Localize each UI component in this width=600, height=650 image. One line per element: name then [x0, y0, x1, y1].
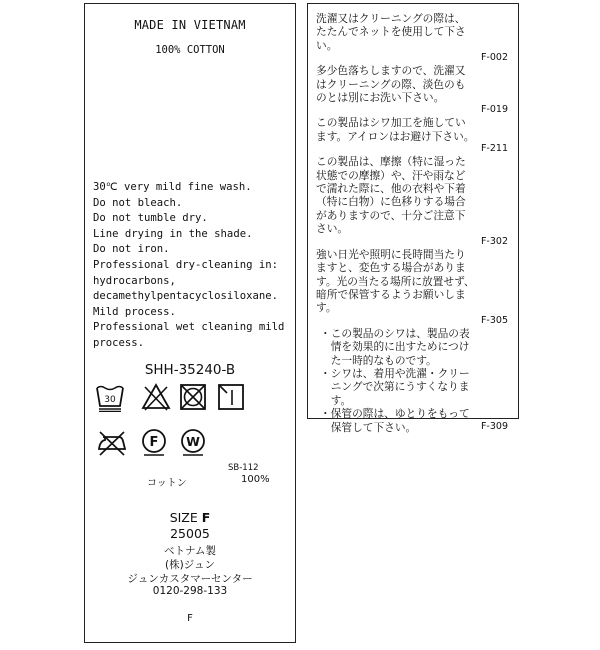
wet-clean-w-icon [178, 427, 208, 457]
fiber-name: コットン [147, 478, 187, 489]
note-code: F-019 [480, 104, 508, 116]
care-note: 強い日光や照明に長時間当たり ますと、変色する場合がありま す。光の当たる場所に放置せず、 暗所で保管するようお願いしま す。 [316, 247, 475, 315]
line-dry-shade-icon [216, 382, 246, 412]
care-line: hydrocarbons, [93, 274, 176, 287]
note-code: F-305 [480, 314, 508, 326]
no-iron-icon [97, 427, 127, 457]
sb-code: SB-112 [228, 463, 259, 473]
care-line: decamethylpentacyclosiloxane. [93, 290, 278, 303]
country-of-origin: MADE IN VIETNAM [134, 18, 246, 32]
care-line: Line drying in the shade. [93, 227, 253, 240]
fabric-composition: 100% COTTON [155, 44, 225, 56]
item-number: 25005 [170, 526, 210, 541]
wet-clean-letter: W [186, 434, 200, 449]
care-line: Professional dry-cleaning in: [93, 258, 278, 271]
note-code: F-302 [480, 235, 508, 247]
list-item: ・この製品のシワは、製品の表 情を効果的に出すためにつけ た一時的なものです。 [320, 326, 470, 367]
care-label-left [84, 3, 296, 643]
bottom-mark: F [187, 613, 193, 624]
size-line [85, 510, 295, 525]
care-note: この製品はシワ加工を施してい ます。アイロンはお避け下さい。 [316, 116, 475, 143]
care-note: 多少色落ちしますので、洗濯又 はクリーニングの際、淡色のも のとは別にお洗い下さい。 [316, 64, 466, 105]
care-note: 洗濯又はクリーニングの際は、 たたんでネットを使用して下さ い。 [316, 12, 466, 52]
list-item: ・保管の際は、ゆとりをもって 保管して下さい。 [320, 407, 470, 434]
care-line: process. [93, 336, 145, 349]
note-code: F-211 [480, 143, 508, 155]
phone-number: 0120-298-133 [152, 585, 228, 597]
care-instructions [93, 180, 293, 352]
care-note: この製品は、摩擦（特に湿った 状態での摩擦）や、汗や雨など で濡れた際に、他の衣料や下着 （特に白物）に色移りする場合 がありますので、十分ご注意下 さい。 [316, 155, 466, 236]
dry-clean-f-icon [139, 427, 169, 457]
service-center: ジュンカスタマーセンター [127, 573, 253, 585]
size-label: SIZE [169, 510, 198, 525]
note-code: F-309 [480, 420, 508, 432]
care-line: Do not iron. [93, 243, 170, 256]
care-label-right [307, 3, 519, 434]
note-code: F-002 [480, 52, 508, 64]
japanese-care-notes [316, 12, 512, 433]
care-line: 30℃ very mild fine wash. [93, 181, 252, 193]
care-line: Mild process. [93, 305, 176, 318]
product-code: SHH-35240-B [144, 362, 236, 378]
company-name: (株)ジュン [165, 559, 215, 571]
care-line: Do not bleach. [93, 196, 183, 209]
no-tumble-dry-icon [178, 382, 208, 412]
list-item: ・シワは、着用や洗濯・クリー ニングで次第にうすくなりま す。 [320, 366, 470, 407]
wash-tub-30-mild-icon [95, 382, 125, 412]
origin-jp: ベトナム製 [164, 545, 216, 557]
no-bleach-icon [141, 382, 171, 412]
care-line: Professional wet cleaning mild [93, 321, 285, 334]
care-line: Do not tumble dry. [93, 212, 208, 225]
dry-clean-letter: F [149, 435, 159, 450]
wash-temperature: 30 [104, 395, 116, 405]
wrinkle-notes [316, 327, 512, 434]
fiber-percentage: 100% [241, 474, 270, 485]
size-value: F [201, 510, 211, 525]
